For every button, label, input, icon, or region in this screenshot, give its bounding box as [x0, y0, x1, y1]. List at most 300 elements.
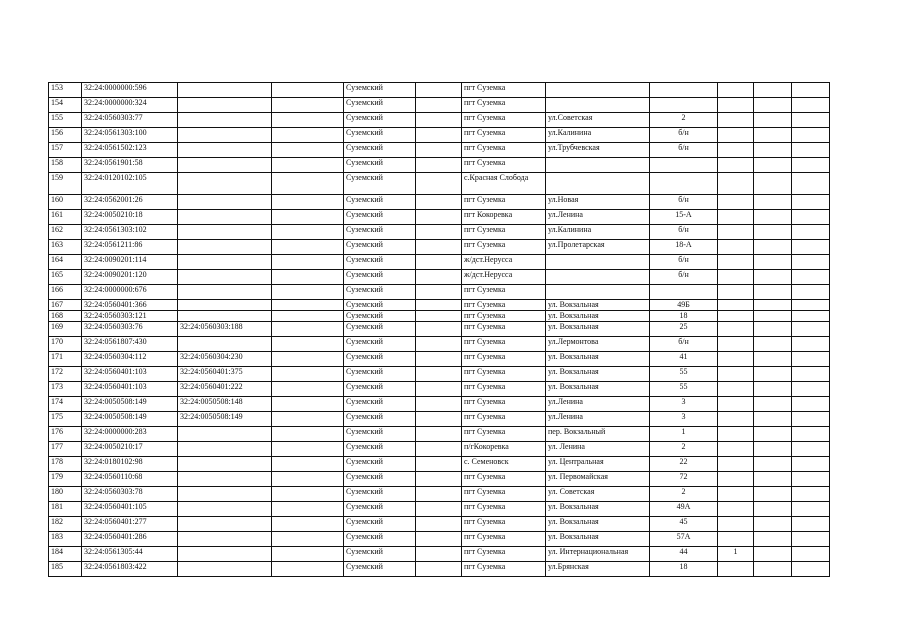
district-cell: Суземский — [344, 173, 416, 195]
empty-cell — [272, 442, 344, 457]
table-row — [49, 352, 830, 367]
cadastral-number-cell: 32:24:0561305:44 — [82, 547, 178, 562]
street-cell: ул. Вокзальная — [546, 517, 650, 532]
street-cell: ул.Новая — [546, 195, 650, 210]
mark-cell — [718, 255, 754, 270]
cadastral-number-cell: 32:24:0050508:149 — [82, 397, 178, 412]
street-cell: ул.Брянская — [546, 562, 650, 577]
row-number: 182 — [49, 517, 82, 532]
house-number-cell: 22 — [650, 457, 718, 472]
locality-cell: пгт Суземка — [462, 98, 546, 113]
cadastral-number-cell: 32:24:0560401:277 — [82, 517, 178, 532]
mark-cell — [718, 532, 754, 547]
empty-cell — [416, 412, 462, 427]
table-row — [49, 397, 830, 412]
empty-cell — [754, 128, 792, 143]
empty-cell — [272, 225, 344, 240]
empty-cell — [272, 397, 344, 412]
empty-cell — [792, 352, 830, 367]
row-number: 164 — [49, 255, 82, 270]
empty-cell — [416, 83, 462, 98]
locality-cell: пгт Суземка — [462, 158, 546, 173]
empty-cell — [272, 158, 344, 173]
empty-cell — [792, 173, 830, 195]
empty-cell — [754, 322, 792, 337]
table-row — [49, 412, 830, 427]
cadastral-number-cell: 32:24:0050210:18 — [82, 210, 178, 225]
mark-cell — [718, 300, 754, 311]
locality-cell: пгт Суземка — [462, 128, 546, 143]
locality-cell: пгт Суземка — [462, 240, 546, 255]
mark-cell: 1 — [718, 547, 754, 562]
locality-cell: пгт Кокоревка — [462, 210, 546, 225]
table-row — [49, 427, 830, 442]
related-cadastral-number-cell — [178, 210, 272, 225]
district-cell: Суземский — [344, 397, 416, 412]
street-cell: ул.Трубчевская — [546, 143, 650, 158]
house-number-cell: б/н — [650, 195, 718, 210]
district-cell: Суземский — [344, 300, 416, 311]
empty-cell — [792, 532, 830, 547]
cadastral-number-cell: 32:24:0561502:123 — [82, 143, 178, 158]
empty-cell — [272, 255, 344, 270]
table-row — [49, 322, 830, 337]
empty-cell — [416, 427, 462, 442]
district-cell: Суземский — [344, 487, 416, 502]
house-number-cell: 44 — [650, 547, 718, 562]
related-cadastral-number-cell — [178, 285, 272, 300]
empty-cell — [792, 225, 830, 240]
table-row — [49, 113, 830, 128]
table-row — [49, 83, 830, 98]
mark-cell — [718, 442, 754, 457]
empty-cell — [272, 143, 344, 158]
mark-cell — [718, 113, 754, 128]
table-row — [49, 300, 830, 311]
empty-cell — [272, 270, 344, 285]
locality-cell: пгт Суземка — [462, 367, 546, 382]
empty-cell — [416, 367, 462, 382]
empty-cell — [416, 255, 462, 270]
street-cell — [546, 255, 650, 270]
district-cell: Суземский — [344, 502, 416, 517]
table-row — [49, 195, 830, 210]
house-number-cell: б/н — [650, 225, 718, 240]
empty-cell — [754, 352, 792, 367]
street-cell: ул. Вокзальная — [546, 532, 650, 547]
district-cell: Суземский — [344, 270, 416, 285]
locality-cell: пгт Суземка — [462, 352, 546, 367]
street-cell: ул.Ленина — [546, 412, 650, 427]
house-number-cell: 57А — [650, 532, 718, 547]
district-cell: Суземский — [344, 285, 416, 300]
street-cell — [546, 270, 650, 285]
cadastral-number-cell: 32:24:0561303:102 — [82, 225, 178, 240]
empty-cell — [792, 322, 830, 337]
district-cell: Суземский — [344, 457, 416, 472]
empty-cell — [416, 113, 462, 128]
empty-cell — [754, 397, 792, 412]
related-cadastral-number-cell: 32:24:0050508:148 — [178, 397, 272, 412]
related-cadastral-number-cell — [178, 225, 272, 240]
table-row — [49, 270, 830, 285]
row-number: 156 — [49, 128, 82, 143]
street-cell: ул.Ленина — [546, 397, 650, 412]
empty-cell — [416, 173, 462, 195]
row-number: 157 — [49, 143, 82, 158]
street-cell: ул. Центральная — [546, 457, 650, 472]
mark-cell — [718, 98, 754, 113]
house-number-cell: б/н — [650, 255, 718, 270]
empty-cell — [792, 83, 830, 98]
district-cell: Суземский — [344, 143, 416, 158]
related-cadastral-number-cell — [178, 98, 272, 113]
mark-cell — [718, 225, 754, 240]
district-cell: Суземский — [344, 382, 416, 397]
row-number: 176 — [49, 427, 82, 442]
empty-cell — [754, 472, 792, 487]
locality-cell: пгт Суземка — [462, 412, 546, 427]
empty-cell — [792, 210, 830, 225]
district-cell: Суземский — [344, 240, 416, 255]
cadastral-number-cell: 32:24:0000000:324 — [82, 98, 178, 113]
table-row — [49, 173, 830, 195]
house-number-cell: 49А — [650, 502, 718, 517]
related-cadastral-number-cell — [178, 83, 272, 98]
empty-cell — [416, 270, 462, 285]
empty-cell — [416, 210, 462, 225]
related-cadastral-number-cell — [178, 128, 272, 143]
mark-cell — [718, 427, 754, 442]
empty-cell — [792, 472, 830, 487]
street-cell: ул.Ленина — [546, 210, 650, 225]
related-cadastral-number-cell — [178, 195, 272, 210]
cadastral-number-cell: 32:24:0000000:283 — [82, 427, 178, 442]
locality-cell: пгт Суземка — [462, 427, 546, 442]
house-number-cell: 1 — [650, 427, 718, 442]
district-cell: Суземский — [344, 562, 416, 577]
mark-cell — [718, 240, 754, 255]
empty-cell — [754, 502, 792, 517]
house-number-cell: 3 — [650, 397, 718, 412]
cadastral-number-cell: 32:24:0561807:430 — [82, 337, 178, 352]
mark-cell — [718, 322, 754, 337]
empty-cell — [792, 382, 830, 397]
empty-cell — [754, 285, 792, 300]
district-cell: Суземский — [344, 98, 416, 113]
empty-cell — [754, 113, 792, 128]
empty-cell — [754, 300, 792, 311]
district-cell: Суземский — [344, 352, 416, 367]
street-cell: ул.Калинина — [546, 128, 650, 143]
row-number: 166 — [49, 285, 82, 300]
locality-cell: пгт Суземка — [462, 83, 546, 98]
row-number: 180 — [49, 487, 82, 502]
street-cell: ул.Пролетарская — [546, 240, 650, 255]
locality-cell: пгт Суземка — [462, 532, 546, 547]
row-number: 155 — [49, 113, 82, 128]
locality-cell: с.Красная Слобода — [462, 173, 546, 195]
locality-cell: пгт Суземка — [462, 517, 546, 532]
row-number: 158 — [49, 158, 82, 173]
empty-cell — [416, 195, 462, 210]
row-number: 175 — [49, 412, 82, 427]
empty-cell — [416, 442, 462, 457]
row-number: 184 — [49, 547, 82, 562]
mark-cell — [718, 412, 754, 427]
empty-cell — [272, 240, 344, 255]
empty-cell — [272, 457, 344, 472]
table-row — [49, 210, 830, 225]
locality-cell: пгт Суземка — [462, 562, 546, 577]
mark-cell — [718, 311, 754, 322]
locality-cell: пгт Суземка — [462, 225, 546, 240]
cadastral-number-cell: 32:24:0120102:105 — [82, 173, 178, 195]
empty-cell — [272, 285, 344, 300]
district-cell: Суземский — [344, 427, 416, 442]
house-number-cell: б/н — [650, 143, 718, 158]
empty-cell — [416, 532, 462, 547]
house-number-cell — [650, 83, 718, 98]
district-cell: Суземский — [344, 472, 416, 487]
street-cell: ул.Лермонтова — [546, 337, 650, 352]
empty-cell — [754, 270, 792, 285]
locality-cell: с. Семеновск — [462, 457, 546, 472]
row-number: 179 — [49, 472, 82, 487]
mark-cell — [718, 83, 754, 98]
row-number: 162 — [49, 225, 82, 240]
empty-cell — [792, 502, 830, 517]
district-cell: Суземский — [344, 367, 416, 382]
empty-cell — [754, 173, 792, 195]
street-cell — [546, 173, 650, 195]
related-cadastral-number-cell — [178, 442, 272, 457]
empty-cell — [792, 270, 830, 285]
related-cadastral-number-cell: 32:24:0560303:188 — [178, 322, 272, 337]
related-cadastral-number-cell — [178, 337, 272, 352]
district-cell: Суземский — [344, 311, 416, 322]
street-cell: ул. Интернациональная — [546, 547, 650, 562]
mark-cell — [718, 502, 754, 517]
empty-cell — [272, 311, 344, 322]
empty-cell — [754, 255, 792, 270]
cadastral-number-cell: 32:24:0090201:120 — [82, 270, 178, 285]
district-cell: Суземский — [344, 113, 416, 128]
empty-cell — [416, 128, 462, 143]
empty-cell — [272, 502, 344, 517]
empty-cell — [416, 397, 462, 412]
district-cell: Суземский — [344, 255, 416, 270]
related-cadastral-number-cell: 32:24:0560304:230 — [178, 352, 272, 367]
locality-cell: пгт Суземка — [462, 547, 546, 562]
house-number-cell: 18 — [650, 562, 718, 577]
empty-cell — [754, 412, 792, 427]
empty-cell — [416, 517, 462, 532]
empty-cell — [272, 412, 344, 427]
empty-cell — [754, 158, 792, 173]
street-cell: ул.Советская — [546, 113, 650, 128]
street-cell: ул. Вокзальная — [546, 352, 650, 367]
table-row — [49, 255, 830, 270]
table-row — [49, 240, 830, 255]
empty-cell — [792, 397, 830, 412]
related-cadastral-number-cell — [178, 113, 272, 128]
related-cadastral-number-cell: 32:24:0050508:149 — [178, 412, 272, 427]
locality-cell: пгт Суземка — [462, 337, 546, 352]
empty-cell — [792, 427, 830, 442]
cadastral-number-cell: 32:24:0560110:68 — [82, 472, 178, 487]
row-number: 183 — [49, 532, 82, 547]
empty-cell — [792, 442, 830, 457]
table-row — [49, 502, 830, 517]
house-number-cell: 41 — [650, 352, 718, 367]
table-row — [49, 225, 830, 240]
house-number-cell: 45 — [650, 517, 718, 532]
locality-cell: пгт Суземка — [462, 472, 546, 487]
related-cadastral-number-cell — [178, 173, 272, 195]
row-number: 153 — [49, 83, 82, 98]
mark-cell — [718, 397, 754, 412]
district-cell: Суземский — [344, 412, 416, 427]
house-number-cell: 2 — [650, 442, 718, 457]
empty-cell — [416, 352, 462, 367]
cadastral-number-cell: 32:24:0560401:286 — [82, 532, 178, 547]
empty-cell — [272, 337, 344, 352]
mark-cell — [718, 337, 754, 352]
related-cadastral-number-cell — [178, 270, 272, 285]
house-number-cell: 49Б — [650, 300, 718, 311]
empty-cell — [272, 98, 344, 113]
street-cell — [546, 285, 650, 300]
mark-cell — [718, 562, 754, 577]
house-number-cell: 2 — [650, 487, 718, 502]
district-cell: Суземский — [344, 83, 416, 98]
empty-cell — [416, 158, 462, 173]
row-number: 170 — [49, 337, 82, 352]
cadastral-number-cell: 32:24:0560304:112 — [82, 352, 178, 367]
street-cell — [546, 98, 650, 113]
mark-cell — [718, 158, 754, 173]
row-number: 174 — [49, 397, 82, 412]
locality-cell: ж/дст.Нерусса — [462, 255, 546, 270]
empty-cell — [792, 128, 830, 143]
cadastral-number-cell: 32:24:0562001:26 — [82, 195, 178, 210]
table-row — [49, 487, 830, 502]
mark-cell — [718, 367, 754, 382]
cadastral-number-cell: 32:24:0560401:105 — [82, 502, 178, 517]
district-cell: Суземский — [344, 210, 416, 225]
street-cell: ул. Ленина — [546, 442, 650, 457]
empty-cell — [792, 98, 830, 113]
locality-cell: пгт Суземка — [462, 487, 546, 502]
row-number: 185 — [49, 562, 82, 577]
empty-cell — [754, 225, 792, 240]
street-cell: ул.Калинина — [546, 225, 650, 240]
empty-cell — [754, 240, 792, 255]
locality-cell: пгт Суземка — [462, 397, 546, 412]
empty-cell — [272, 322, 344, 337]
house-number-cell: б/н — [650, 337, 718, 352]
related-cadastral-number-cell — [178, 487, 272, 502]
house-number-cell: 18-А — [650, 240, 718, 255]
street-cell: ул. Первомайская — [546, 472, 650, 487]
empty-cell — [754, 382, 792, 397]
mark-cell — [718, 457, 754, 472]
street-cell: ул. Вокзальная — [546, 502, 650, 517]
locality-cell: пгт Суземка — [462, 285, 546, 300]
empty-cell — [754, 427, 792, 442]
cadastral-number-cell: 32:24:0050210:17 — [82, 442, 178, 457]
row-number: 171 — [49, 352, 82, 367]
district-cell: Суземский — [344, 322, 416, 337]
house-number-cell: 15-А — [650, 210, 718, 225]
street-cell: ул. Вокзальная — [546, 311, 650, 322]
mark-cell — [718, 173, 754, 195]
empty-cell — [754, 532, 792, 547]
related-cadastral-number-cell — [178, 240, 272, 255]
cadastral-number-cell: 32:24:0090201:114 — [82, 255, 178, 270]
empty-cell — [754, 517, 792, 532]
table-row — [49, 547, 830, 562]
empty-cell — [272, 195, 344, 210]
empty-cell — [792, 195, 830, 210]
mark-cell — [718, 143, 754, 158]
house-number-cell: б/н — [650, 128, 718, 143]
row-number: 167 — [49, 300, 82, 311]
street-cell — [546, 158, 650, 173]
empty-cell — [272, 352, 344, 367]
empty-cell — [416, 382, 462, 397]
empty-cell — [792, 517, 830, 532]
empty-cell — [416, 457, 462, 472]
empty-cell — [792, 487, 830, 502]
row-number: 165 — [49, 270, 82, 285]
mark-cell — [718, 270, 754, 285]
district-cell: Суземский — [344, 195, 416, 210]
empty-cell — [416, 240, 462, 255]
empty-cell — [272, 517, 344, 532]
empty-cell — [792, 158, 830, 173]
row-number: 168 — [49, 311, 82, 322]
table-row — [49, 158, 830, 173]
house-number-cell: 2 — [650, 113, 718, 128]
related-cadastral-number-cell: 32:24:0560401:222 — [178, 382, 272, 397]
table-row — [49, 98, 830, 113]
related-cadastral-number-cell — [178, 547, 272, 562]
table-row — [49, 128, 830, 143]
house-number-cell: 18 — [650, 311, 718, 322]
street-cell: ул. Вокзальная — [546, 382, 650, 397]
empty-cell — [416, 487, 462, 502]
related-cadastral-number-cell — [178, 255, 272, 270]
cadastral-number-cell: 32:24:0561901:58 — [82, 158, 178, 173]
related-cadastral-number-cell — [178, 311, 272, 322]
empty-cell — [792, 457, 830, 472]
district-cell: Суземский — [344, 337, 416, 352]
district-cell: Суземский — [344, 532, 416, 547]
empty-cell — [416, 285, 462, 300]
empty-cell — [792, 285, 830, 300]
empty-cell — [754, 195, 792, 210]
row-number: 160 — [49, 195, 82, 210]
cadastral-number-cell: 32:24:0560401:103 — [82, 367, 178, 382]
district-cell: Суземский — [344, 442, 416, 457]
row-number: 181 — [49, 502, 82, 517]
related-cadastral-number-cell — [178, 300, 272, 311]
cadastral-number-cell: 32:24:0180102:98 — [82, 457, 178, 472]
empty-cell — [754, 210, 792, 225]
house-number-cell — [650, 173, 718, 195]
